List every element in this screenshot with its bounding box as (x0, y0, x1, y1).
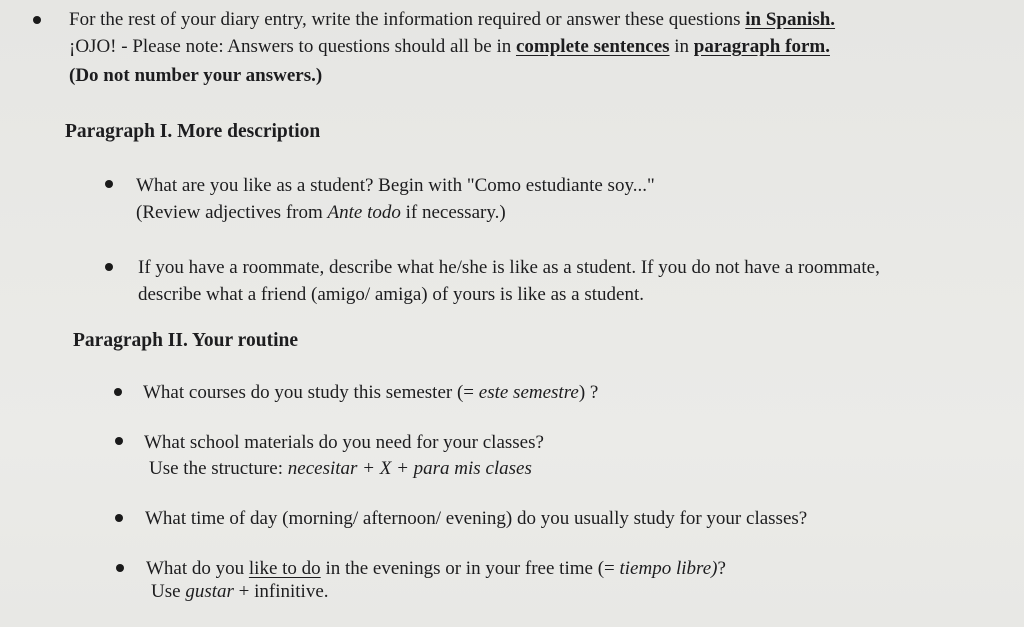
p2-q4-mid: in the evenings or in your free time (= (320, 558, 620, 579)
p1-q1-bullet (105, 180, 113, 188)
complete-sentences: complete sentences (515, 36, 670, 57)
p2-q4-bullet (116, 564, 124, 572)
use-label: Use (151, 581, 186, 602)
like-to-do: like to do (248, 558, 321, 579)
p2-q3-bullet (115, 514, 123, 522)
tiempo-libre: tiempo libre) (619, 558, 718, 579)
p2-q2-line-2 (149, 459, 532, 478)
use-structure: Use the structure: (149, 458, 288, 479)
necesitar-structure: necesitar + X + para mis clases (287, 458, 532, 479)
p1-q1-line-1: What are you like as a student? Begin with "Como estudiante soy..." (136, 175, 655, 196)
infinitive: + infinitive. (233, 581, 329, 602)
ojo-mid: in (669, 36, 694, 57)
p2-q4-end: ? (717, 558, 726, 579)
p1-q2-bullet (105, 263, 113, 271)
p1-q2-line-2: describe what a friend (amigo/ amiga) of yours is like as a student. (138, 284, 644, 305)
p2-q1 (143, 383, 598, 402)
intro-line-2 (69, 37, 830, 56)
intro-text: For the rest of your diary entry, write the information required or answer these questions (69, 9, 746, 30)
p2-q4-line-1 (146, 559, 726, 578)
paragraph-1-heading: Paragraph I. More description (65, 121, 321, 142)
p1-q1-review: (Review adjectives from (136, 202, 328, 223)
ante-todo: Ante todo (327, 202, 401, 223)
intro-bullet (33, 16, 41, 24)
paragraph-form: paragraph form. (693, 36, 830, 57)
p2-q2-bullet (115, 437, 123, 445)
intro-line-1 (69, 10, 835, 29)
intro-in-spanish: in Spanish. (745, 9, 836, 30)
p1-q1-line-2 (136, 203, 506, 222)
p2-q1-bullet (114, 388, 122, 396)
paragraph-2-heading: Paragraph II. Your routine (73, 330, 298, 351)
gustar: gustar (185, 581, 234, 602)
p2-q4-line-2 (151, 582, 329, 601)
p2-q1-text: What courses do you study this semester (= (143, 382, 479, 403)
p2-q4-text: What do you (146, 558, 249, 579)
p2-q1-tail: ) ? (578, 382, 599, 403)
p2-q2-line-1: What school materials do you need for your classes? (144, 432, 544, 453)
do-not-number-note: (Do not number your answers.) (69, 65, 323, 86)
p1-q2-line-1: If you have a roommate, describe what he/she is like as a student. If you do not have a roommate, (138, 257, 880, 278)
p1-q1-tail: if necessary.) (400, 202, 506, 223)
ojo-note: ¡OJO! - Please note: Answers to questions should all be in (69, 36, 516, 57)
p2-q3: What time of day (morning/ afternoon/ evening) do you usually study for your classes? (145, 508, 808, 529)
este-semestre: este semestre (478, 382, 579, 403)
